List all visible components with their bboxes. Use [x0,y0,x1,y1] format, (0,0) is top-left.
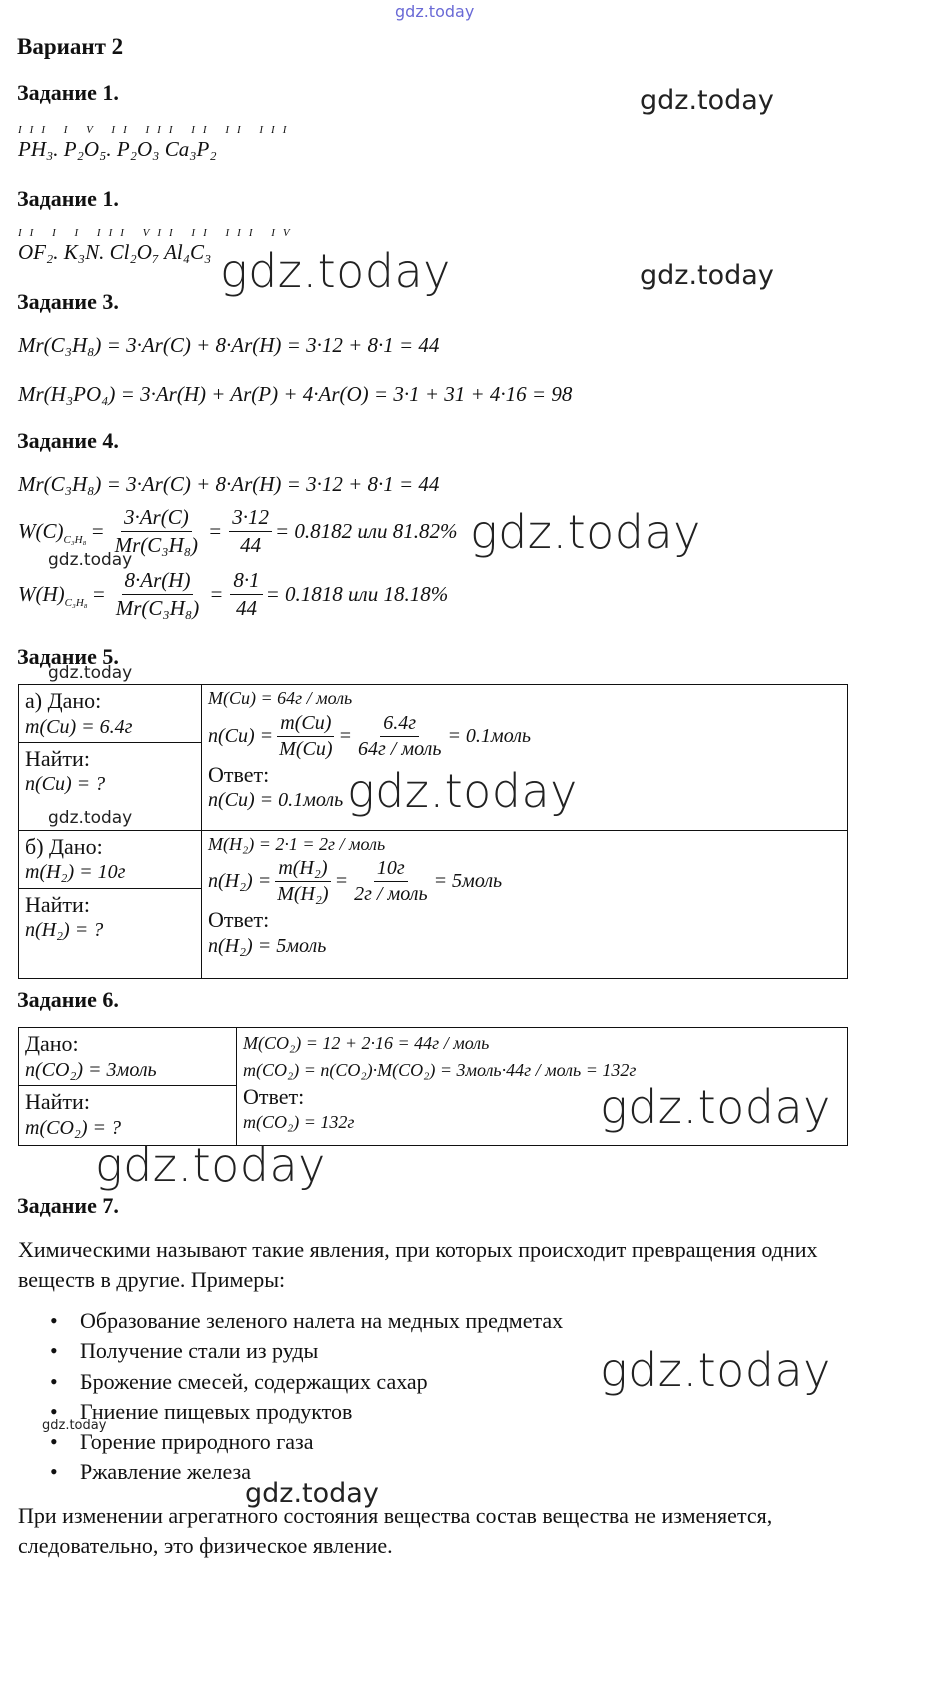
task6-find-value: m(CO₂) = ? [25,1116,121,1139]
wh-fraction2 [230,568,262,621]
task5b-solution-cell: M(H₂) = 2·1 = 2г / моль n(H₂) = $\frac{\text{m(H₂)}}{\text{M(H₂)}}$ = $\frac{10г}{\text{2г / моль}}$ = 5моль Ответ: n(H₂) = 5моль [202,830,848,978]
task5a-given-value: m(Cu) = 6.4г [25,715,133,738]
task5b-given-value: m(H₂) = 10г [25,861,126,883]
task5b-calc-lhs: n(H₂) = [208,870,272,892]
watermark: gdz.today [600,1080,831,1134]
task5a-molar: M(Cu) = 64г / моль [208,688,353,708]
watermark: gdz.today [347,764,578,818]
task5a-find-label: Найти: [25,745,90,771]
task1b-valences: II I I III VII II III IV [18,227,298,239]
watermark: gdz.today [48,550,133,570]
task3-line1: Mr(C₃H₈) = 3·Ar(C) + 8·Ar(H) = 3·12 + 8·1 = 44 [18,333,440,357]
task5b-f2-num: 10г [374,857,408,882]
task5b-find-cell [19,888,202,978]
wc-lhs: W(C) [18,519,64,543]
task5b-frac1 [274,857,331,906]
task6-given-value: n(CO₂) = 3моль [25,1058,157,1081]
wh-result: = 0.1818 или 18.18% [265,582,449,606]
task5-table [18,684,848,979]
wc-frac2-den: 44 [240,533,262,557]
task5a-given-label: а) Дано: [25,688,102,713]
task5a-given-cell [19,685,202,743]
task6-given-cell [19,1028,237,1086]
task5a-f2-num: 6.4г [380,712,419,737]
task4-line1: Mr(C₃H₈) = 3·Ar(C) + 8·Ar(H) = 3·12 + 8·1 = 44 [18,472,440,496]
list-item: • Брожение смесей, содержащих сахар [18,1367,818,1397]
wh-frac1-den: Mr(C₃H₈) [115,596,200,620]
task5b-answer-value: n(H₂) = 5моль [208,934,327,957]
watermark: gdz.today [42,1418,107,1433]
task7-heading: Задание 7. [17,1193,119,1218]
task5a-f2-den: 64г / моль [357,737,442,760]
task6-molar: M(CO₂) = 12 + 2·16 = 44г / моль [243,1033,490,1053]
wh-frac2-den: 44 [236,596,257,620]
watermark: gdz.today [48,808,133,828]
task5a-solution-cell: M(Cu) = 64г / моль n(Cu) = $\frac{m(Cu)}{M(Cu)}$ = $\frac{6.4г}{\text{64г / моль}}$ = 0.1моль Ответ: n(Cu) = 0.1моль [202,685,848,831]
task3-heading: Задание 3. [17,289,119,314]
wc-result: = 0.8182 или 81.82% [274,519,458,543]
list-item: • Горение природного газа [18,1427,818,1457]
wh-sub: C₃H₈ [64,596,88,609]
watermark: gdz.today [470,505,701,559]
task5a-answer-value: n(Cu) = 0.1моль [208,789,344,811]
task5b-find-value: n(H₂) = ? [25,919,104,941]
task5-heading: Задание 5. [17,644,119,669]
task5a-f1-den: M(Cu) [279,737,333,760]
task5a-calc-result: = 0.1моль [447,724,532,747]
list-item: • Ржавление железа [18,1457,818,1487]
task4-wh-equation: W(H) C₃H₈ = $\frac{8\cdot Ar(H)}{\text{Mr(C₃H₈)}}$ = $\frac{8\cdot 1}{44}$ = 0.1818 или 18.18% [18,568,449,620]
watermark: gdz.today [95,1138,326,1192]
task6-given-label: Дано: [25,1031,79,1056]
task5b-f2-den: 2г / моль [354,883,428,905]
task4-heading: Задание 4. [17,428,119,453]
watermark: gdz.today [48,663,133,683]
task5a-frac2 [355,712,444,761]
task5b-f1-num: m(H₂) [275,857,330,882]
watermark: gdz.today [640,260,774,291]
task1b-formula: OF₂. K₃N. Cl₂O₇ Al₄C₃ [18,240,212,264]
task6-answer-value: m(CO₂) = 132г [243,1111,355,1132]
task5a-find-value: n(Cu) = ? [25,773,106,795]
watermark: gdz.today [600,1343,831,1397]
watermark: gdz.today [640,85,774,116]
task5a-calc-lhs: n(Cu) = [208,724,274,747]
task6-calc: m(CO₂) = n(CO₂)·M(CO₂) = 3моль·44г / моль = 132г [243,1059,637,1080]
task4-wc-equation: W(C) C₃H₈ = $\frac{3\cdot Ar(C)}{\text{Mr(C₃H₈)}}$ = $\frac{3\cdot 12}{44}$ = 0.8182 или 81.82% [18,505,458,557]
task1b-heading: Задание 1. [17,186,119,211]
task5b-molar: M(H₂) = 2·1 = 2г / моль [208,833,386,854]
list-item: • Гниение пищевых продуктов [18,1397,818,1427]
watermark-top: gdz.today [395,2,475,21]
task5b-calc-result: = 5моль [433,870,503,892]
wc-frac1-den: Mr(C₃H₈) [114,533,199,557]
task5b-answer-label: Ответ: [208,907,270,932]
task6-answer-label: Ответ: [243,1084,305,1109]
task5a-answer-label: Ответ: [208,761,270,787]
wc-frac1-num: 3·Ar(C) [121,505,192,532]
task5b-given-label: б) Дано: [25,833,103,859]
watermark: gdz.today [245,1478,379,1509]
wh-fraction1 [113,568,202,621]
wh-frac2-num: 8·1 [230,568,262,595]
task5a-f1-num: m(Cu) [277,712,334,737]
task5b-find-label: Найти: [25,891,90,917]
wc-frac2-num: 3·12 [229,505,272,532]
watermark: gdz.today [220,244,451,298]
task5a-frac1 [276,712,335,761]
wh-frac1-num: 8·Ar(H) [122,568,194,595]
task7-conclusion: При изменении агрегатного состояния вещества состав вещества не изменяется, следовательно, это физическое явление. [18,1503,773,1558]
task6-heading: Задание 6. [17,987,119,1012]
task3-line2: Mr(H₃PO₄) = 3·Ar(H) + Ar(P) + 4·Ar(O) = 3·1 + 31 + 4·16 = 98 [18,382,573,406]
list-item: • Получение стали из руды [18,1336,818,1366]
variant-title: Вариант 2 [17,34,124,59]
task5b-given-cell [19,830,202,888]
task5b-frac2 [351,857,430,906]
task1a-formula: PH₃. P₂O₅. P₂O₃ Ca₃P₂ [18,137,217,161]
task6-find-cell [19,1086,237,1146]
task6-find-label: Найти: [25,1089,90,1114]
wh-lhs: W(H) [18,582,65,606]
task7-intro: Химическими называют такие явления, при которых происходит превращения одних веществ в другие. Примеры: [18,1237,818,1292]
list-item: • Образование зеленого налета на медных предметах [18,1306,818,1336]
task5b-f1-den: M(H₂) [277,883,329,905]
wc-fraction2 [229,505,272,558]
task1a-heading: Задание 1. [17,80,119,105]
task1a-valences: III I V II III II II III [18,124,295,136]
wc-sub: C₃H₈ [63,533,87,546]
